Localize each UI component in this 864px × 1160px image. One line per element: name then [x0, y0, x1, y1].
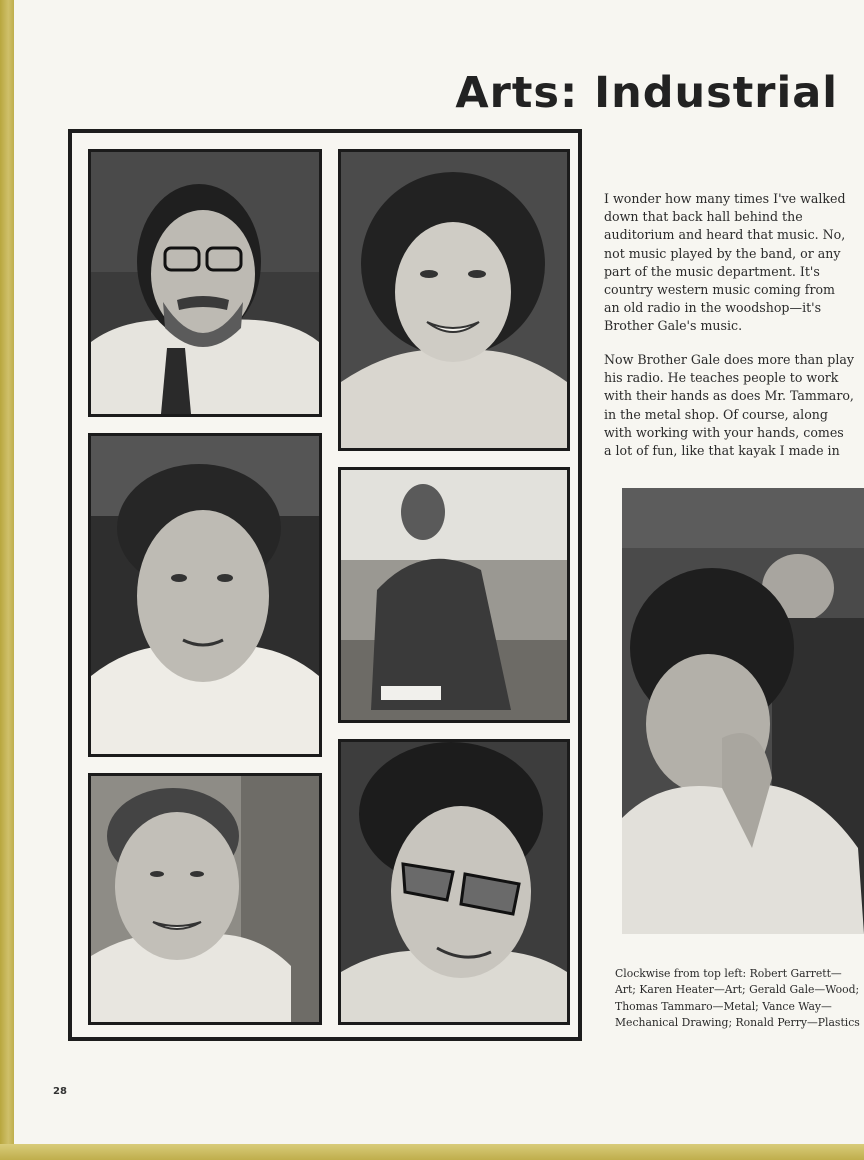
student-photo [622, 488, 864, 934]
page-number: 28 [53, 1086, 67, 1097]
portrait-photo-top-right [338, 149, 570, 451]
yearbook-page [14, 0, 864, 1144]
page-bottom-edge [0, 1144, 864, 1160]
portrait-photo-middle-left [88, 433, 322, 757]
book-spine-edge [0, 0, 14, 1160]
body-paragraph-1: I wonder how many times I've walked down that back hall behind the auditorium and heard that music. No, not music played by the band, or any part of the music department. It's country western music coming from an old radio in the woodshop—it's Brother Gale's music. [604, 191, 846, 334]
portrait-photo-top-left [88, 149, 322, 417]
page-title: Arts: Industrial [455, 68, 838, 118]
portrait-photo-bottom-left [88, 773, 322, 1025]
photo-caption: Clockwise from top left: Robert Garrett—Art; Karen Heater—Art; Gerald Gale—Wood; Thomas Tammaro—Metal; Vance Way—Mechanical Drawing; Ronald Perry—Plastics [615, 967, 860, 1030]
portrait-photo-bottom-right [338, 739, 570, 1025]
portrait-collage-frame [68, 129, 582, 1041]
body-paragraph-2: Now Brother Gale does more than play his radio. He teaches people to work with their hands as does Mr. Tammaro, in the metal shop. Of course, along with working with your hands, comes a lot of fun, like that kayak I made in [604, 352, 855, 459]
portrait-photo-middle-right [338, 467, 570, 723]
